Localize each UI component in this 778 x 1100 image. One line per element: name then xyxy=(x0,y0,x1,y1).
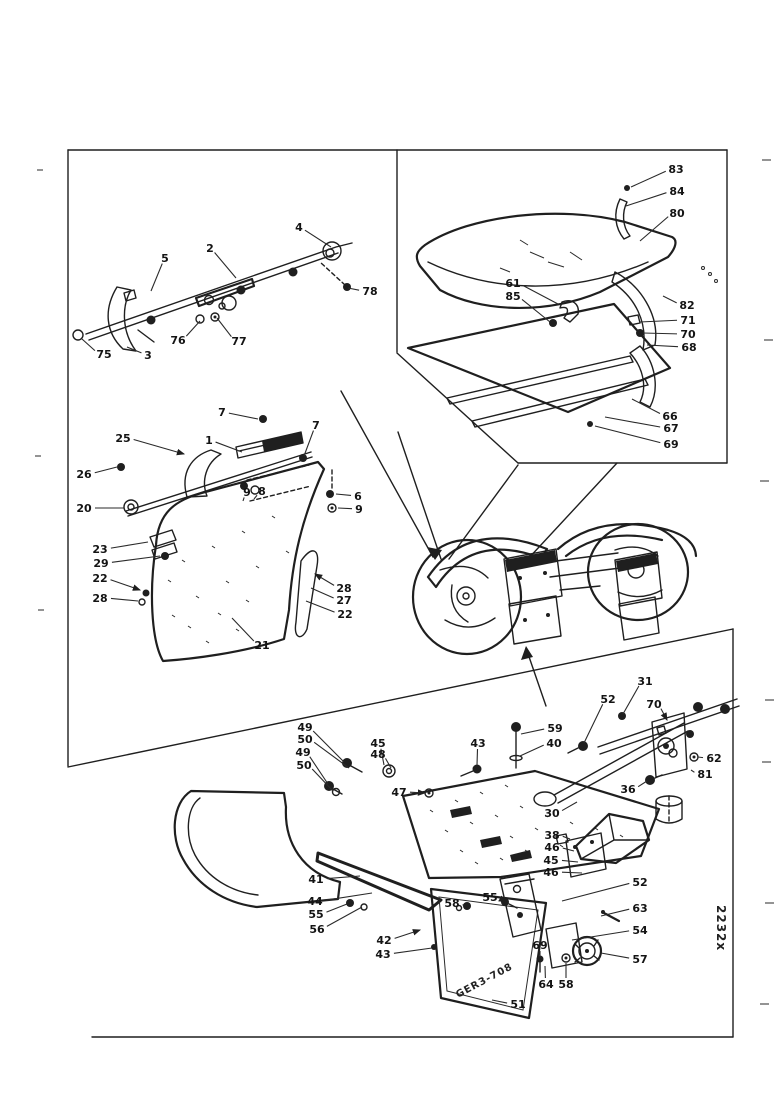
callout-leader xyxy=(310,757,328,784)
callout-leader xyxy=(623,686,639,714)
bolt xyxy=(618,712,626,720)
callout-leader xyxy=(232,618,254,641)
part-number-label: 36 xyxy=(620,782,636,796)
callout-leader xyxy=(385,758,391,768)
callout-leader xyxy=(311,588,334,598)
part-number-label: 58 xyxy=(558,977,574,991)
part-number-label: 5 xyxy=(161,251,169,265)
part-number-label: 84 xyxy=(669,184,685,198)
callout-leader xyxy=(82,339,95,351)
drawbar-loop xyxy=(534,792,556,806)
part-number-label: 22 xyxy=(337,607,353,621)
part-number-label: 41 xyxy=(308,872,324,886)
callout-leader xyxy=(313,731,344,762)
callout-leader xyxy=(477,749,478,765)
callout-leader xyxy=(562,802,577,811)
bolt xyxy=(117,463,125,471)
panel-texture xyxy=(168,516,289,643)
part-number-label: 58 xyxy=(444,896,460,910)
part-number-label: 2 xyxy=(206,241,214,255)
part-number-label: 70 xyxy=(646,697,662,711)
bolt xyxy=(578,741,588,751)
part-number-label: 75 xyxy=(96,347,112,361)
part-number-label: 8 xyxy=(258,484,266,498)
callout-leader xyxy=(410,792,425,793)
callout-leader xyxy=(601,953,629,958)
part-number-label: 6 xyxy=(354,489,362,503)
bolt xyxy=(645,775,655,785)
ring xyxy=(383,765,395,777)
part-number-label: 51 xyxy=(510,997,526,1011)
part-number-label: 59 xyxy=(547,721,563,735)
bolt xyxy=(473,765,482,774)
drawing-number: 2232x xyxy=(714,905,728,952)
part-number-label: 7 xyxy=(218,405,226,419)
callout-leader xyxy=(326,893,372,900)
callout-leader xyxy=(111,580,140,590)
bolt xyxy=(259,415,267,423)
part-number-label: 22 xyxy=(92,571,108,585)
part-number-label: 20 xyxy=(76,501,92,515)
part-number-label: 9 xyxy=(243,485,251,499)
part-number-label: 57 xyxy=(632,952,648,966)
callout-leader xyxy=(640,320,677,322)
part-number-label: 82 xyxy=(679,298,695,312)
flap-decal-text: GER3-708 xyxy=(454,961,515,1001)
callout-leader xyxy=(111,542,148,548)
part-number-label: 4 xyxy=(295,220,303,234)
tractor-section xyxy=(413,524,696,654)
panel-section xyxy=(117,415,336,661)
callout-leader xyxy=(314,742,349,768)
curved-support xyxy=(175,791,340,907)
callout-leader xyxy=(336,494,351,495)
part-number-label: 7 xyxy=(312,418,320,432)
part-number-label: 26 xyxy=(76,467,92,481)
callout-leader xyxy=(520,745,544,756)
callout-leader xyxy=(217,318,231,337)
callout-leader xyxy=(643,333,677,334)
bolt xyxy=(587,421,593,427)
callout-leader xyxy=(595,426,660,443)
part-number-label: 76 xyxy=(170,333,186,347)
part-number-label: 49 xyxy=(297,720,313,734)
callout-leader xyxy=(338,508,352,509)
callout-leader xyxy=(305,230,331,247)
nut xyxy=(147,316,156,325)
part-number-label: 69 xyxy=(532,938,548,952)
page-edge-marks xyxy=(35,160,774,1004)
callout-leader xyxy=(572,931,629,940)
part-number-label: 54 xyxy=(632,923,648,937)
callout-leader xyxy=(605,417,660,427)
part-number-label: 66 xyxy=(662,409,678,423)
callout-leader xyxy=(215,253,236,278)
part-number-label: 1 xyxy=(205,433,213,447)
callout-leader xyxy=(312,769,333,791)
bolt xyxy=(624,185,630,191)
part-number-label: 64 xyxy=(538,977,554,991)
right-wheel xyxy=(588,524,688,620)
callout-leader xyxy=(562,860,578,862)
canopy-section xyxy=(408,185,718,427)
part-number-label: 23 xyxy=(92,542,108,556)
part-number-label: 61 xyxy=(505,276,521,290)
callout-leader xyxy=(562,883,629,901)
part-number-label: 42 xyxy=(376,933,392,947)
part-number-label: 68 xyxy=(681,340,697,354)
canopy-top xyxy=(417,214,676,308)
callout-leader xyxy=(626,193,666,206)
part-number-label: 46 xyxy=(543,865,559,879)
callout-leader xyxy=(691,770,694,772)
part-number-label: 55 xyxy=(308,907,324,921)
bolt xyxy=(549,319,557,327)
part-number-label: 52 xyxy=(600,692,616,706)
nut xyxy=(139,599,145,605)
clip xyxy=(124,290,136,301)
bolt xyxy=(346,899,354,907)
part-number-label: 38 xyxy=(544,828,560,842)
part-number-label: 30 xyxy=(544,806,560,820)
small-bracket xyxy=(556,833,606,877)
part-number-label: 46 xyxy=(544,840,560,854)
curved-panel xyxy=(152,462,324,661)
callout-leader xyxy=(395,930,420,938)
callout-leader xyxy=(562,872,582,873)
part-number-label: 48 xyxy=(370,747,386,761)
roller xyxy=(124,500,138,514)
bolt xyxy=(326,490,334,498)
bolt-head xyxy=(511,722,521,732)
part-number-label: 83 xyxy=(668,162,684,176)
part-number-label: 78 xyxy=(362,284,378,298)
nut xyxy=(636,329,644,337)
part-number-label: 77 xyxy=(231,334,247,348)
nut xyxy=(289,268,298,277)
part-number-label: 47 xyxy=(391,785,407,799)
callout-leader xyxy=(151,264,162,291)
part-number-label: 45 xyxy=(370,736,386,750)
callout-leader xyxy=(315,574,334,585)
part-number-label: 21 xyxy=(254,638,270,652)
hitch-section xyxy=(175,699,739,1018)
bolt xyxy=(693,702,703,712)
part-number-label: 80 xyxy=(669,206,685,220)
part-number-label: 43 xyxy=(470,736,486,750)
callout-leader xyxy=(111,598,138,601)
part-number-label: 29 xyxy=(93,556,109,570)
support-bracket xyxy=(108,287,136,351)
part-number-label: 52 xyxy=(632,875,648,889)
part-number-label: 43 xyxy=(375,947,391,961)
axle-assembly-section xyxy=(73,242,352,351)
part-number-label: 85 xyxy=(505,289,521,303)
callout-leader xyxy=(638,781,647,787)
callout-leader xyxy=(521,729,544,734)
part-number-label: 67 xyxy=(663,421,679,435)
callout-leader xyxy=(95,467,117,473)
nut xyxy=(237,286,246,295)
callout-leader xyxy=(326,904,347,912)
pointer-arrowhead xyxy=(521,646,533,660)
callout-leader xyxy=(394,948,432,953)
torsion-rod xyxy=(126,452,312,516)
callout-leader xyxy=(186,321,200,336)
part-number-label: 70 xyxy=(680,327,696,341)
callout-leader xyxy=(584,704,603,743)
callout-leader xyxy=(663,296,677,303)
bolt xyxy=(143,590,150,597)
callout-leader xyxy=(698,757,703,758)
callout-leader xyxy=(522,299,550,322)
callout-leader xyxy=(563,848,574,851)
callout-leader xyxy=(229,413,258,419)
callout-leader xyxy=(632,399,660,414)
part-number-label: 49 xyxy=(295,745,311,759)
part-number-label: 9 xyxy=(355,502,363,516)
bolt xyxy=(299,454,307,462)
canopy-shading xyxy=(500,240,582,272)
bolt xyxy=(463,902,471,910)
part-number-label: 45 xyxy=(543,853,559,867)
end-cap xyxy=(73,330,83,340)
callout-leader xyxy=(134,440,184,454)
part-number-label: 28 xyxy=(336,581,352,595)
clip xyxy=(628,315,640,325)
part-number-label: 25 xyxy=(115,431,131,445)
part-number-label: 55 xyxy=(482,890,498,904)
part-number-label: 50 xyxy=(297,732,313,746)
part-number-label: 27 xyxy=(336,593,352,607)
rear-strap xyxy=(612,272,656,350)
part-number-label: 28 xyxy=(92,591,108,605)
part-number-label: 81 xyxy=(697,767,713,781)
part-number-label: 40 xyxy=(546,736,562,750)
bolt xyxy=(431,944,437,950)
nut xyxy=(686,730,694,738)
part-number-label: 62 xyxy=(706,751,722,765)
callout-leader xyxy=(631,171,666,187)
part-number-label: 50 xyxy=(296,758,312,772)
side-strap xyxy=(295,551,317,637)
part-number-label: 56 xyxy=(309,922,325,936)
bolt xyxy=(720,704,730,714)
part-number-label: 31 xyxy=(637,674,653,688)
callout-leader xyxy=(523,286,558,304)
part-number-label: 69 xyxy=(663,437,679,451)
part-number-label: 63 xyxy=(632,901,648,915)
part-number-label: 71 xyxy=(680,313,696,327)
part-number-label: 3 xyxy=(144,348,152,362)
part-number-label: 44 xyxy=(307,894,323,908)
callout-leader xyxy=(254,495,257,499)
